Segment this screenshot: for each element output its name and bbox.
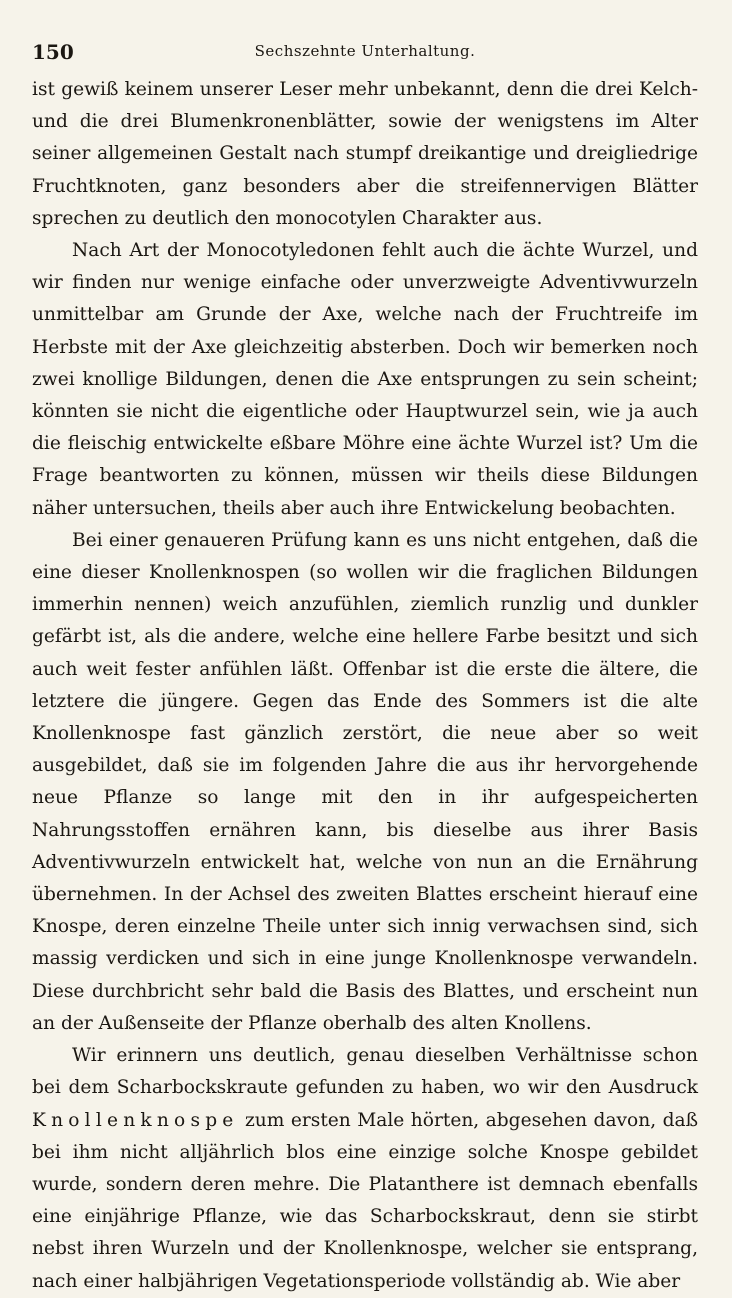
spaced-term: Knollenknospe [32,1109,239,1131]
paragraph-2: Nach Art der Monocotyledonen fehlt auch die ächte Wurzel, und wir finden nur wenige einfache oder unverzweigte Adventivwurzeln unmittelbar am Grunde der Axe, welche nach der Fruchtreife im Herbste mit der Axe gleichzeitig absterben. Doch wir bemerken noch zwei knollige Bildungen, denen die Axe entsprungen zu sein scheint; könnten sie nicht die eigentliche oder Hauptwurzel sein, wie ja auch die fleischig entwickelte eßbare Möhre eine ächte Wurzel ist? Um die Frage beantworten zu können, müssen wir theils diese Bildungen näher untersuchen, theils aber auch ihre Entwickelung beobachten. [32,240,698,519]
paragraph-4-part-1: Wir erinnern uns deutlich, genau dieselben Verhältnisse schon bei dem Scharbockskraute gefunden zu haben, wo wir den Ausdruck [32,1045,698,1099]
paragraph-1: ist gewiß keinem unserer Leser mehr unbekannt, denn die drei Kelch- und die drei Blumenkronenblätter, sowie der wenigstens im Alter seiner allgemeinen Gestalt nach stumpf dreikantige und dreigliedrige Fruchtknoten, ganz besonders aber die streifennervigen Blätter sprechen zu deutlich den monocotylen Charakter aus. [32,79,698,229]
paragraph-3: Bei einer genaueren Prüfung kann es uns nicht entgehen, daß die eine dieser Knollenknospen (so wollen wir die fraglichen Bildungen immerhin nennen) weich anzufühlen, ziemlich runzlig und dunkler gefärbt ist, als die andere, welche eine hellere Farbe besitzt und sich auch weit fester anfühlen läßt. Offenbar ist die erste die ältere, die letztere die jüngere. Gegen das Ende des Sommers ist die alte Knollenknospe fast gänzlich zerstört, die neue aber so weit ausgebildet, daß sie im folgenden Jahre die aus ihr hervorgehende neue Pflanze so lange mit den in ihr aufgespeicherten Nahrungsstoffen ernähren kann, bis dieselbe aus ihrer Basis Adventivwurzeln entwickelt hat, welche von nun an die Ernährung übernehmen. In der Achsel des zweiten Blattes erscheint hierauf eine Knospe, deren einzelne Theile unter sich innig verwachsen sind, sich massig verdicken und sich in eine junge Knollenknospe verwandeln. Diese durchbricht sehr bald die Basis des Blattes, und erscheint nun an der Außenseite der Pflanze oberhalb des alten Knollens. [32,529,698,1034]
running-head [32,34,698,66]
paragraph-4-part-2: zum ersten Male hörten, abgesehen davon, daß bei ihm nicht alljährlich blos eine einzige solche Knospe gebildet wurde, sondern deren mehre. Die Platanthere ist demnach ebenfalls eine einjährige Pflanze, wie das Scharbockskraut, denn sie stirbt nebst ihren Wurzeln und der Knollenknospe, welcher sie entsprang, nach einer halbjährigen Vegetationsperiode vollständig ab. Wie aber [32,1109,698,1292]
body-text [32,74,698,1298]
page-number: 150 [32,40,74,64]
running-title: Sechszehnte Unterhaltung. [254,42,476,60]
paragraph-4 [32,1040,698,1298]
